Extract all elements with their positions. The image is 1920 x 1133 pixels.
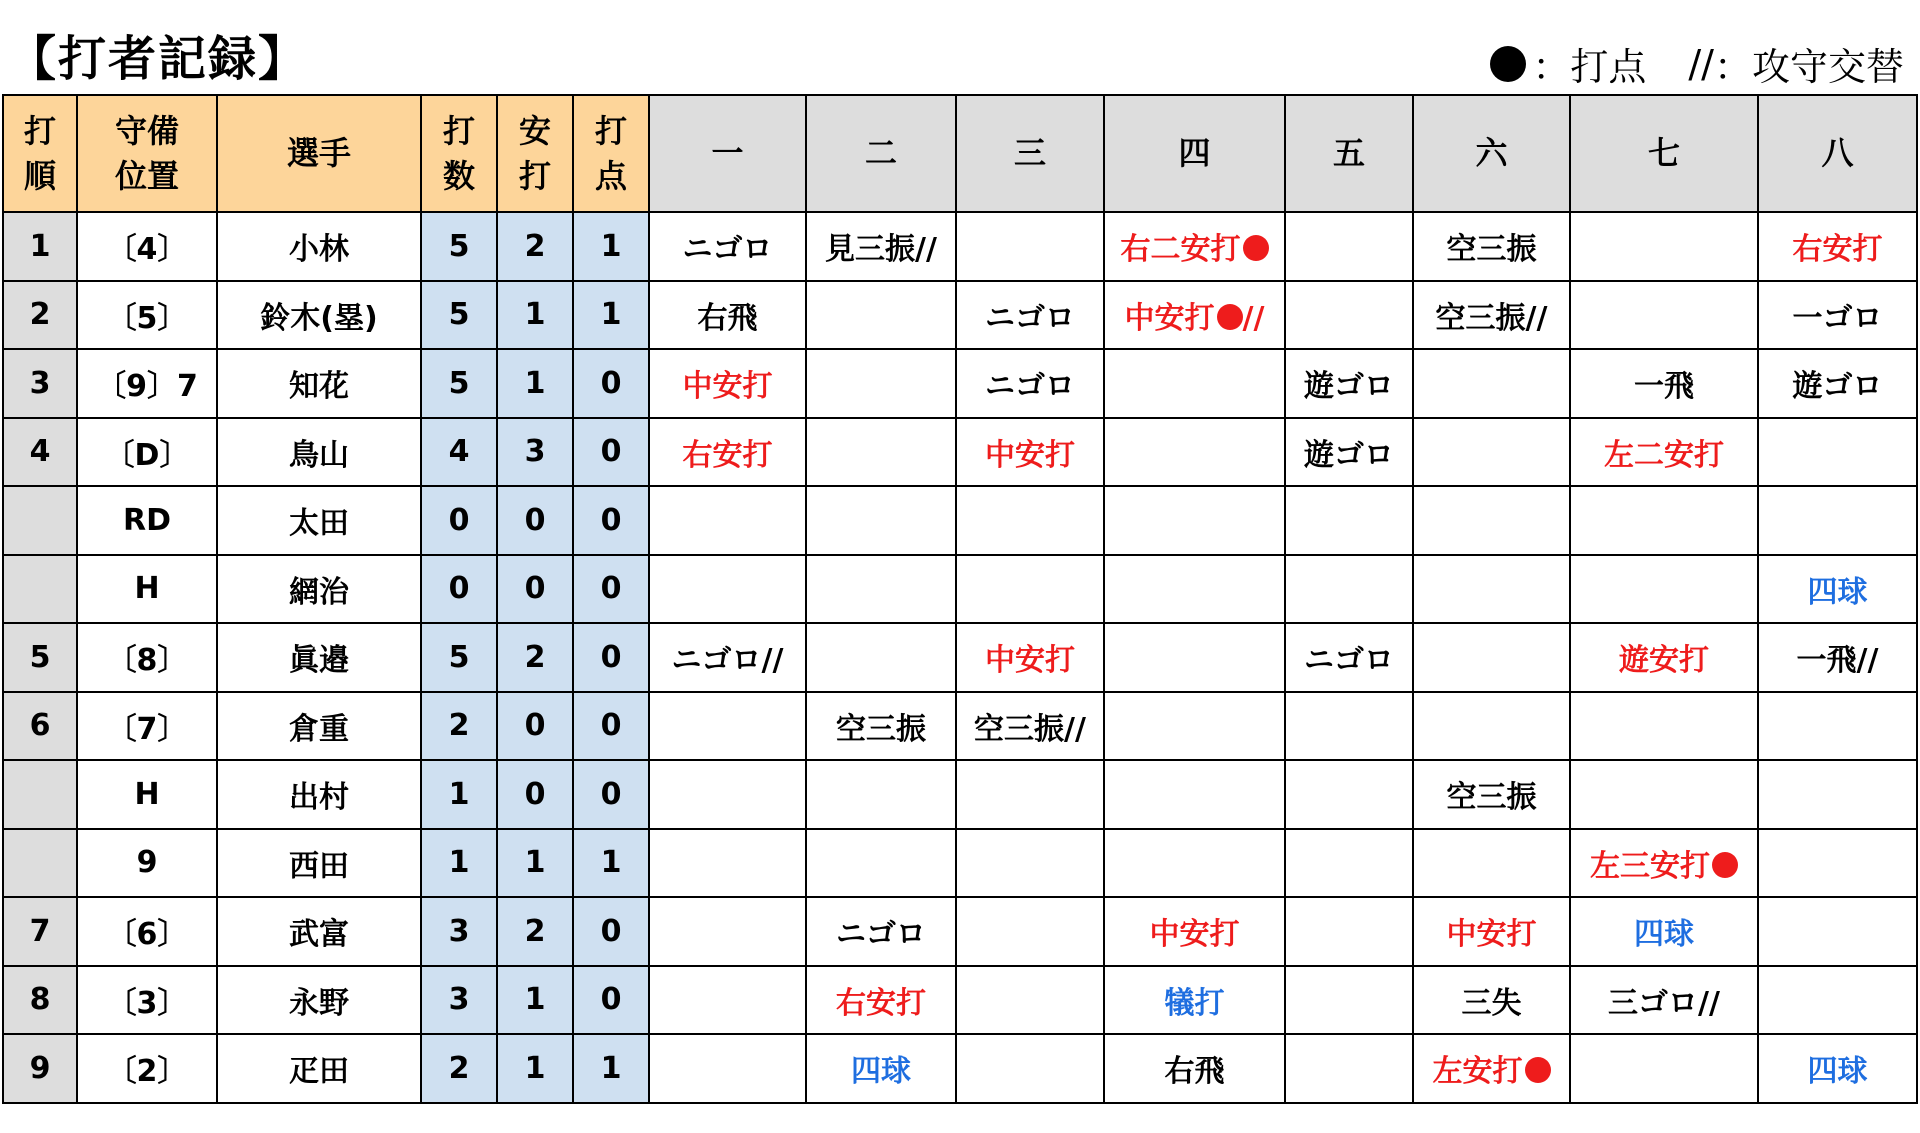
legend: [1490, 36, 1904, 91]
inning-result-cell: [1413, 349, 1570, 418]
batting-order-cell: 7: [3, 897, 77, 966]
inning-result-cell: [1104, 349, 1285, 418]
page-title: 【打者記録】: [8, 31, 309, 87]
hits-cell: 0: [497, 486, 573, 555]
inning-result-cell: [1570, 623, 1758, 692]
rbi-cell: 1: [573, 281, 649, 350]
inning-result-cell: [1758, 486, 1917, 555]
hits-cell: 3: [497, 418, 573, 487]
rbi-cell: 0: [573, 692, 649, 761]
inning-result-cell: [1758, 760, 1917, 829]
result-text: 四球: [851, 1054, 911, 1090]
rbi-cell: 0: [573, 966, 649, 1035]
rbi-cell: 0: [573, 555, 649, 624]
position-cell: 〔8〕: [77, 623, 217, 692]
header-row: [3, 95, 1917, 212]
inning-result-cell: [1104, 486, 1285, 555]
inning-result-cell: [1104, 966, 1285, 1035]
inning-result-cell: [1413, 692, 1570, 761]
inning-result-cell: [1413, 1034, 1570, 1103]
inning-result-cell: [1285, 966, 1413, 1035]
inning-result-cell: [1758, 212, 1917, 281]
header-rbi: 打 点: [573, 95, 649, 212]
inning-result-cell: [1104, 692, 1285, 761]
inning-result-cell: [1285, 829, 1413, 898]
batting-order-cell: [3, 829, 77, 898]
result-text: 一飛: [1634, 369, 1694, 405]
header-at-bats: 打 数: [421, 95, 497, 212]
inning-result-cell: [1570, 829, 1758, 898]
at-bats-cell: 4: [421, 418, 497, 487]
player-name-cell: 小林: [217, 212, 421, 281]
inning-result-cell: [1104, 418, 1285, 487]
inning-result-cell: [1285, 281, 1413, 350]
table-row: [3, 692, 1917, 761]
inning-result-cell: [1758, 623, 1917, 692]
hits-cell: 1: [497, 281, 573, 350]
at-bats-cell: 5: [421, 281, 497, 350]
result-text: 右安打: [836, 985, 926, 1021]
player-name-cell: 永野: [217, 966, 421, 1035]
batting-order-cell: [3, 555, 77, 624]
result-text: ニゴロ//: [671, 643, 784, 679]
result-text: 空三振: [836, 711, 926, 747]
player-name-cell: 知花: [217, 349, 421, 418]
header-inning-4: 四: [1104, 95, 1285, 212]
hits-cell: 2: [497, 623, 573, 692]
inning-result-cell: [956, 1034, 1104, 1103]
result-text: 遊安打: [1619, 643, 1709, 679]
at-bats-cell: 3: [421, 897, 497, 966]
result-text: 左安打: [1432, 1054, 1523, 1090]
inning-result-cell: [1413, 829, 1570, 898]
inning-result-cell: [1758, 1034, 1917, 1103]
rbi-dot-icon: [1217, 304, 1243, 330]
inning-result-cell: [1570, 897, 1758, 966]
at-bats-cell: 2: [421, 692, 497, 761]
inning-result-cell: [1758, 349, 1917, 418]
hits-cell: 2: [497, 897, 573, 966]
inning-result-cell: [956, 829, 1104, 898]
at-bats-cell: 3: [421, 966, 497, 1035]
table-row: [3, 281, 1917, 350]
inning-result-cell: [1285, 212, 1413, 281]
inning-result-cell: [806, 555, 956, 624]
hits-cell: 0: [497, 760, 573, 829]
inning-result-cell: [649, 555, 806, 624]
inning-result-cell: [806, 486, 956, 555]
batting-order-cell: 2: [3, 281, 77, 350]
inning-result-cell: [956, 760, 1104, 829]
table-row: [3, 418, 1917, 487]
inning-result-cell: [1104, 760, 1285, 829]
result-text: 右安打: [682, 437, 773, 473]
position-cell: 9: [77, 829, 217, 898]
batting-order-cell: [3, 486, 77, 555]
result-text: 左二安打: [1604, 437, 1724, 473]
inning-result-cell: [806, 897, 956, 966]
result-text: 中安打: [1124, 300, 1215, 336]
player-name-cell: 太田: [217, 486, 421, 555]
result-text: 中安打: [1446, 917, 1537, 953]
at-bats-cell: 0: [421, 486, 497, 555]
result-text: 犠打: [1164, 985, 1225, 1021]
result-text: 一飛//: [1796, 643, 1879, 679]
position-cell: RD: [77, 486, 217, 555]
at-bats-cell: 1: [421, 829, 497, 898]
inning-result-cell: [806, 212, 956, 281]
inning-result-cell: [806, 829, 956, 898]
table-row: [3, 760, 1917, 829]
position-cell: 〔3〕: [77, 966, 217, 1035]
result-text: 右飛: [1164, 1054, 1225, 1090]
rbi-cell: 0: [573, 760, 649, 829]
inning-result-cell: [956, 966, 1104, 1035]
position-cell: 〔7〕: [77, 692, 217, 761]
result-text: 三ゴロ//: [1608, 985, 1720, 1021]
at-bats-cell: 1: [421, 760, 497, 829]
inning-result-cell: [1570, 418, 1758, 487]
player-name-cell: 鳥山: [217, 418, 421, 487]
inning-result-cell: [649, 486, 806, 555]
inning-result-cell: [1104, 555, 1285, 624]
table-row: [3, 897, 1917, 966]
position-cell: 〔6〕: [77, 897, 217, 966]
position-cell: 〔D〕: [77, 418, 217, 487]
inning-result-cell: [649, 1034, 806, 1103]
table-row: [3, 349, 1917, 418]
player-name-cell: 眞邉: [217, 623, 421, 692]
at-bats-cell: 0: [421, 555, 497, 624]
result-text: 四球: [1807, 1054, 1868, 1090]
inning-result-cell: [1570, 486, 1758, 555]
player-name-cell: 倉重: [217, 692, 421, 761]
inning-result-cell: [806, 760, 956, 829]
inning-result-cell: [806, 692, 956, 761]
legend-rbi-label: ：打点: [1532, 45, 1647, 89]
result-text: 中安打: [985, 437, 1075, 473]
rbi-cell: 1: [573, 829, 649, 898]
inning-result-cell: [1570, 349, 1758, 418]
inning-result-cell: [649, 760, 806, 829]
header-position: 守備 位置: [77, 95, 217, 212]
inning-result-cell: [956, 486, 1104, 555]
header-inning-7: 七: [1570, 95, 1758, 212]
result-text: 見三振//: [825, 232, 937, 268]
table-row: [3, 486, 1917, 555]
player-name-cell: 網治: [217, 555, 421, 624]
rbi-dot-icon: [1243, 235, 1269, 261]
result-text: 遊ゴロ: [1304, 437, 1394, 473]
inning-result-cell: [956, 418, 1104, 487]
result-text: 遊ゴロ: [1304, 369, 1394, 405]
inning-result-cell: [956, 623, 1104, 692]
header-inning-8: 八: [1758, 95, 1917, 212]
player-name-cell: 西田: [217, 829, 421, 898]
inning-result-cell: [1758, 897, 1917, 966]
result-text: 中安打: [1149, 917, 1240, 953]
table-row: [3, 555, 1917, 624]
hits-cell: 1: [497, 829, 573, 898]
inning-result-cell: [649, 897, 806, 966]
player-name-cell: 出村: [217, 760, 421, 829]
inning-result-cell: [806, 1034, 956, 1103]
position-cell: 〔4〕: [77, 212, 217, 281]
rbi-cell: 0: [573, 623, 649, 692]
result-text: 四球: [1634, 917, 1694, 953]
result-text: ニゴロ: [985, 300, 1075, 336]
rbi-cell: 0: [573, 349, 649, 418]
batting-order-cell: 3: [3, 349, 77, 418]
at-bats-cell: 2: [421, 1034, 497, 1103]
rbi-cell: 1: [573, 1034, 649, 1103]
inning-result-cell: [1758, 418, 1917, 487]
inning-result-cell: [806, 349, 956, 418]
inning-result-cell: [649, 623, 806, 692]
result-text: 空三振: [1446, 780, 1537, 816]
inning-result-cell: [649, 349, 806, 418]
inning-result-cell: [1570, 281, 1758, 350]
inning-result-cell: [1758, 555, 1917, 624]
inning-result-cell: [1104, 623, 1285, 692]
inning-result-cell: [1285, 486, 1413, 555]
result-text: ニゴロ: [682, 232, 773, 268]
inning-result-cell: [1413, 418, 1570, 487]
position-cell: H: [77, 555, 217, 624]
inning-result-cell: [1104, 212, 1285, 281]
result-text: 左三安打: [1590, 848, 1710, 884]
inning-result-cell: [806, 281, 956, 350]
batting-order-cell: 6: [3, 692, 77, 761]
header-order: 打 順: [3, 95, 77, 212]
rbi-dot-icon: [1712, 852, 1738, 878]
inning-result-cell: [1413, 897, 1570, 966]
inning-result-cell: [1285, 555, 1413, 624]
legend-switch-symbol: //: [1688, 41, 1714, 86]
batting-order-cell: 5: [3, 623, 77, 692]
inning-result-cell: [956, 349, 1104, 418]
inning-result-cell: [1413, 966, 1570, 1035]
result-text: 右飛: [697, 300, 758, 336]
inning-result-cell: [956, 897, 1104, 966]
header-hits: 安 打: [497, 95, 573, 212]
inning-result-cell: [649, 281, 806, 350]
inning-result-cell: [1285, 897, 1413, 966]
inning-result-cell: [1413, 281, 1570, 350]
result-text: 一ゴロ: [1792, 300, 1883, 336]
inning-result-cell: [1413, 486, 1570, 555]
rbi-cell: 0: [573, 418, 649, 487]
rbi-cell: 1: [573, 212, 649, 281]
inning-result-cell: [806, 418, 956, 487]
batting-order-cell: 8: [3, 966, 77, 1035]
inning-result-cell: [1285, 418, 1413, 487]
inning-result-cell: [649, 829, 806, 898]
at-bats-cell: 5: [421, 349, 497, 418]
inning-result-cell: [649, 692, 806, 761]
table-row: [3, 1034, 1917, 1103]
inning-result-cell: [956, 212, 1104, 281]
inning-result-cell: [1758, 281, 1917, 350]
header-inning-5: 五: [1285, 95, 1413, 212]
legend-switch-label: ：攻守交替: [1713, 45, 1904, 89]
inning-result-cell: [806, 966, 956, 1035]
result-text: 右二安打: [1120, 232, 1241, 268]
result-text: 空三振: [1446, 232, 1537, 268]
header-inning-1: 一: [649, 95, 806, 212]
rbi-cell: 0: [573, 486, 649, 555]
result-text: ニゴロ: [836, 917, 926, 953]
result-text: 中安打: [682, 369, 773, 405]
table-row: [3, 966, 1917, 1035]
batting-order-cell: [3, 760, 77, 829]
inning-result-cell: [1104, 281, 1285, 350]
hits-cell: 1: [497, 1034, 573, 1103]
rbi-dot-icon: [1490, 46, 1526, 82]
hits-cell: 1: [497, 966, 573, 1035]
inning-result-cell: [806, 623, 956, 692]
hits-cell: 0: [497, 555, 573, 624]
position-cell: 〔2〕: [77, 1034, 217, 1103]
result-text: 空三振//: [974, 711, 1086, 747]
header-inning-6: 六: [1413, 95, 1570, 212]
inning-result-cell: [1104, 1034, 1285, 1103]
inning-result-cell: [1413, 623, 1570, 692]
inning-result-cell: [1104, 897, 1285, 966]
inning-result-cell: [1285, 1034, 1413, 1103]
player-name-cell: 武富: [217, 897, 421, 966]
inning-result-cell: [1758, 829, 1917, 898]
hits-cell: 2: [497, 212, 573, 281]
player-name-cell: 疋田: [217, 1034, 421, 1103]
inning-result-cell: [649, 418, 806, 487]
switch-marker: //: [1242, 300, 1265, 336]
header-inning-3: 三: [956, 95, 1104, 212]
inning-result-cell: [1570, 692, 1758, 761]
inning-result-cell: [1758, 966, 1917, 1035]
at-bats-cell: 5: [421, 623, 497, 692]
at-bats-cell: 5: [421, 212, 497, 281]
batting-order-cell: 4: [3, 418, 77, 487]
inning-result-cell: [1413, 555, 1570, 624]
result-text: 四球: [1807, 574, 1868, 610]
hits-cell: 0: [497, 692, 573, 761]
inning-result-cell: [1570, 760, 1758, 829]
header-player: 選手: [217, 95, 421, 212]
table-row: [3, 829, 1917, 898]
hits-cell: 1: [497, 349, 573, 418]
inning-result-cell: [1570, 966, 1758, 1035]
inning-result-cell: [1413, 760, 1570, 829]
inning-result-cell: [1285, 349, 1413, 418]
table-row: [3, 212, 1917, 281]
inning-result-cell: [1758, 692, 1917, 761]
result-text: 遊ゴロ: [1792, 369, 1883, 405]
position-cell: 〔5〕: [77, 281, 217, 350]
inning-result-cell: [1570, 212, 1758, 281]
result-text: 中安打: [985, 643, 1075, 679]
batting-order-cell: 1: [3, 212, 77, 281]
player-name-cell: 鈴木(塁): [217, 281, 421, 350]
batting-order-cell: 9: [3, 1034, 77, 1103]
table-row: [3, 623, 1917, 692]
result-text: 三失: [1461, 985, 1522, 1021]
result-text: ニゴロ: [1304, 643, 1394, 679]
inning-result-cell: [1285, 623, 1413, 692]
result-text: 右安打: [1792, 232, 1883, 268]
result-text: 空三振//: [1435, 300, 1548, 336]
batting-record-table: [2, 94, 1918, 1104]
inning-result-cell: [1413, 212, 1570, 281]
inning-result-cell: [956, 555, 1104, 624]
result-text: ニゴロ: [985, 369, 1075, 405]
inning-result-cell: [1104, 829, 1285, 898]
inning-result-cell: [1570, 555, 1758, 624]
inning-result-cell: [956, 692, 1104, 761]
inning-result-cell: [649, 966, 806, 1035]
position-cell: 〔9〕7: [77, 349, 217, 418]
position-cell: H: [77, 760, 217, 829]
rbi-dot-icon: [1525, 1057, 1551, 1083]
inning-result-cell: [1285, 760, 1413, 829]
inning-result-cell: [1570, 1034, 1758, 1103]
rbi-cell: 0: [573, 897, 649, 966]
inning-result-cell: [956, 281, 1104, 350]
inning-result-cell: [649, 212, 806, 281]
inning-result-cell: [1285, 692, 1413, 761]
header-inning-2: 二: [806, 95, 956, 212]
